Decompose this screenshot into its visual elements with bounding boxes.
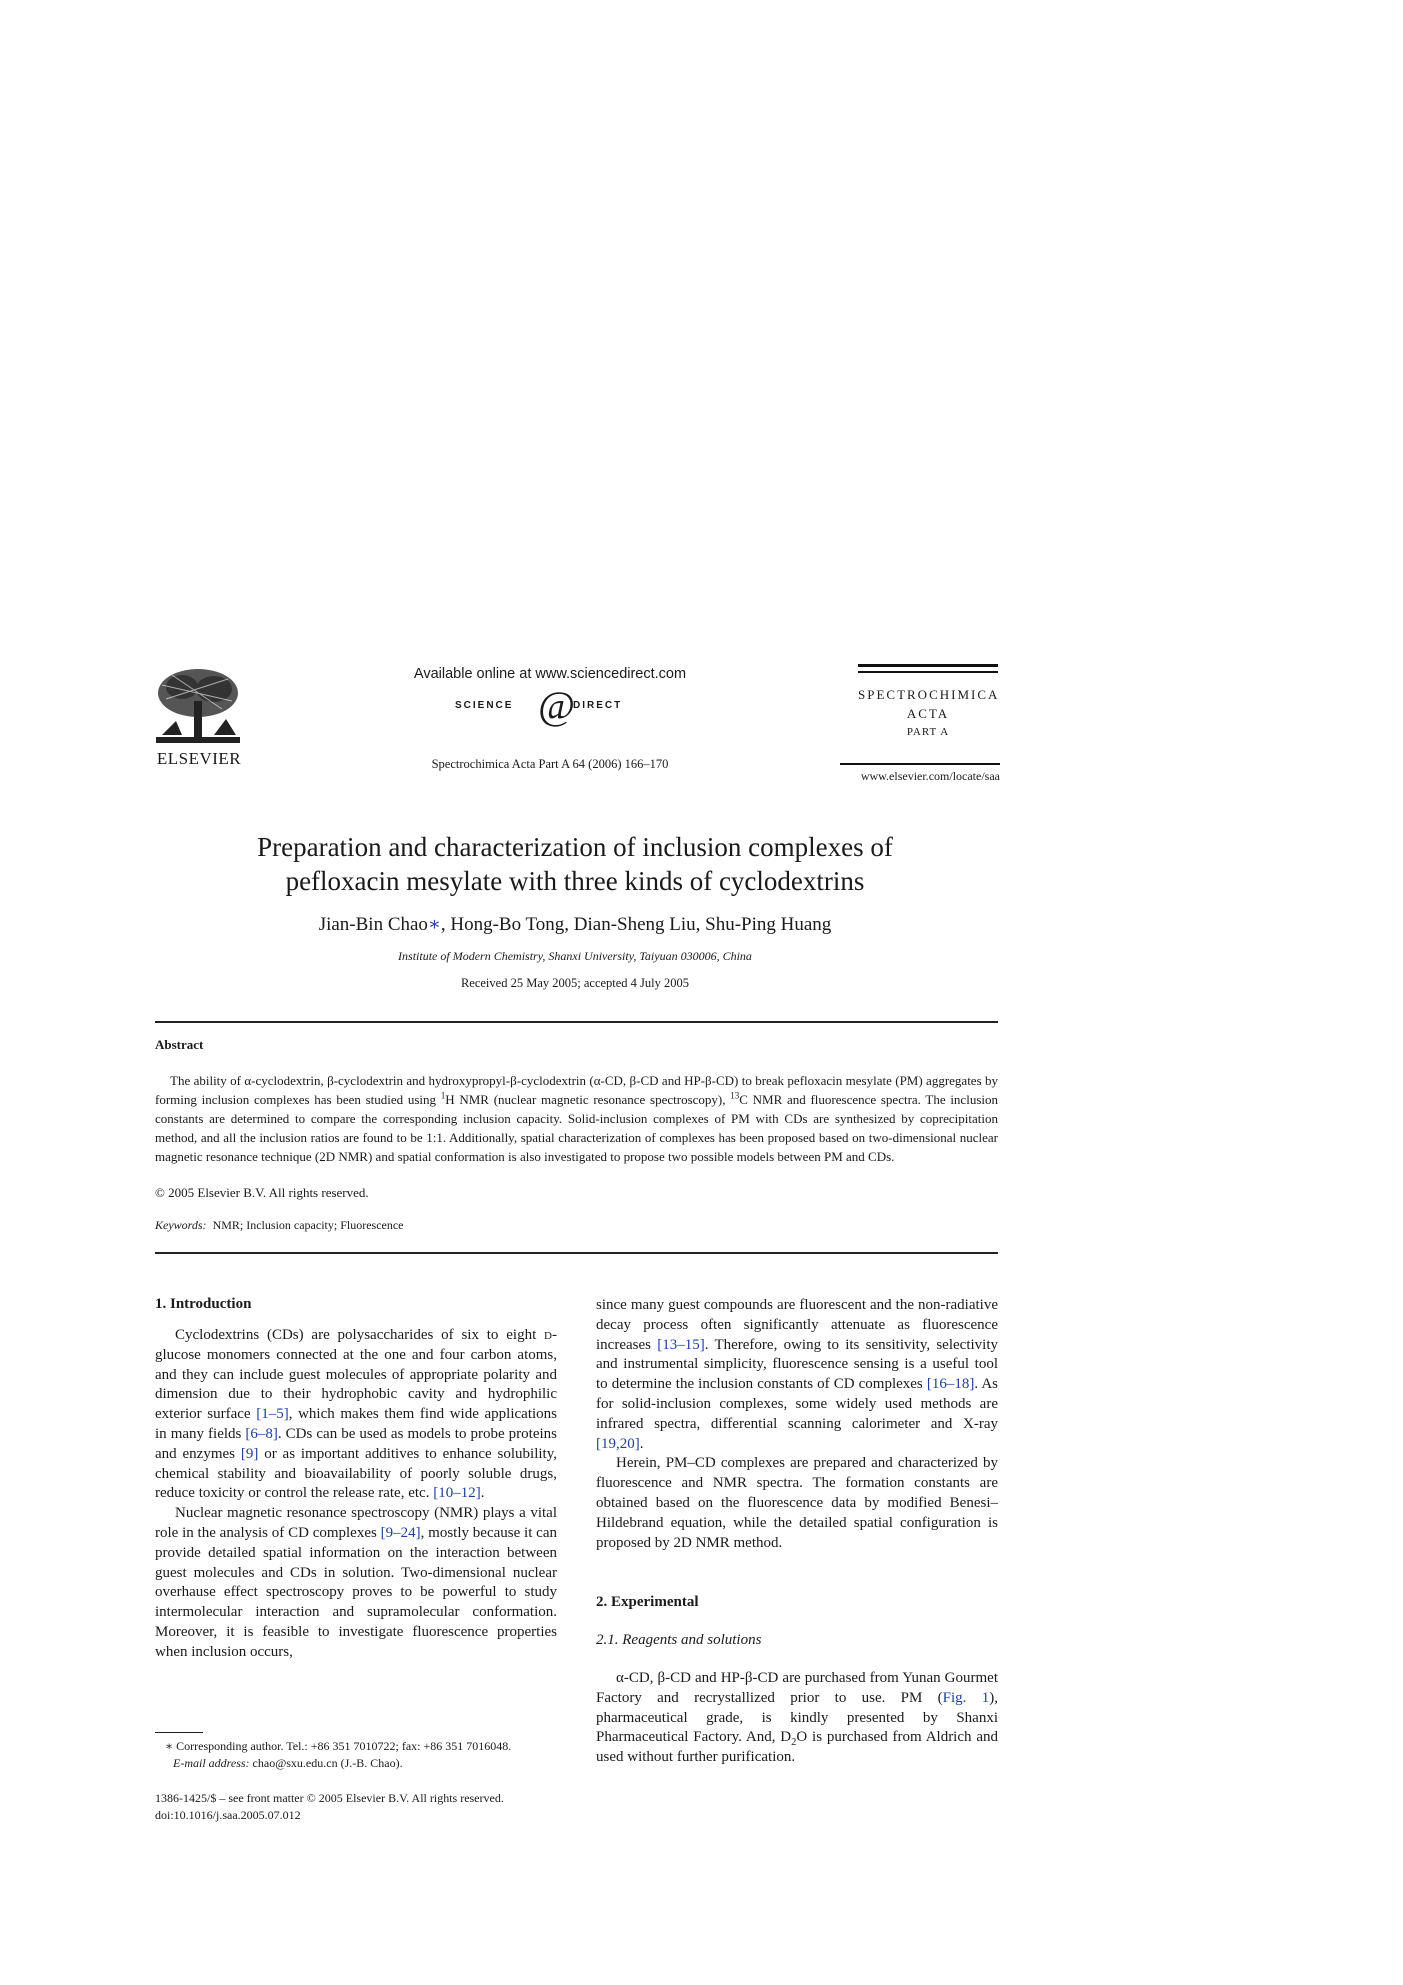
title-line-2: pefloxacin mesylate with three kinds of cyclodextrins [285, 866, 865, 896]
journal-logo-line2: ACTA [906, 705, 950, 721]
journal-logo-bar-thin [858, 671, 998, 673]
abstract-text-3: C NMR and fluorescence spectra. The inclusion constants are determined to compare the corresponding inclusion capacity. Solid-inclusion complexes of PM with CDs are synthesized by coprecipitation method, and all the inclusion ratios are found to be 1:1. Additionally, spatial characterization of complexes has been proposed based on two-dimensional nuclear magnetic resonance technique (2D NMR) and spatial conformation is also investigated to propose two possible models between PM and CDs. [155, 1092, 998, 1164]
citation-link[interactable]: [16–18] [926, 1376, 975, 1393]
sd-right-word: DIRECT [573, 700, 623, 711]
email-label: E-mail address: [173, 1756, 250, 1770]
abstract-text-1: The ability of α-cyclodextrin, β-cyclodextrin and hydroxypropyl-β-cyclodextrin (α-CD, β-CD and HP-β-CD) to break pefloxacin mesylate (PM) aggregates by forming inclusion complexes has been studied using [155, 1073, 998, 1107]
received-dates: Received 25 May 2005; accepted 4 July 2005 [460, 976, 690, 990]
author-1: Jian-Bin Chao [318, 914, 428, 935]
doi-line[interactable]: doi:10.1016/j.saa.2005.07.012 [155, 1808, 301, 1822]
citation-link[interactable]: [13–15] [657, 1336, 705, 1353]
title-line-1: Preparation and characterization of inclusion complexes of [257, 832, 893, 862]
footnote [155, 1738, 565, 1772]
available-online-text: Available online at www.sciencedirect.com [413, 666, 687, 682]
affiliation: Institute of Modern Chemistry, Shanxi University, Taiyuan 030006, China [398, 949, 752, 963]
journal-citation: Spectrochimica Acta Part A 64 (2006) 166–170 [431, 757, 669, 771]
journal-url-divider [840, 763, 1000, 765]
left-column [155, 1316, 557, 1663]
citation-link[interactable]: [9–24] [380, 1524, 421, 1541]
intro-paragraph-3: since many guest compounds are fluorescent and the non-radiative decay process often significantly attenuate as fluorescence increases [13–15]. Therefore, owing to its sensitivity, selectivity and instrumental simplicity, fluorescence sensing is a useful tool to determine the inclusion constants of CD complexes [16–18]. As for solid-inclusion complexes, some widely used methods are infrared spectra, differential scanning calorimeter and X-ray [19,20]. [596, 1297, 999, 1452]
right-column [596, 1296, 998, 1768]
issn-line: 1386-1425/$ – see front matter © 2005 Elsevier B.V. All rights reserved. [155, 1791, 504, 1805]
abstract-bottom-rule [155, 1252, 998, 1254]
keywords-label: Keywords: [155, 1218, 207, 1232]
intro-paragraph-2: Nuclear magnetic resonance spectroscopy (NMR) plays a vital role in the analysis of CD complexes [9–24], mostly because it can provide detailed spatial information on the interaction between guest molecules and CDs in solution. Two-dimensional nuclear overhause effect spectroscopy proves to be powerful to study intermolecular interaction and supramolecular conformation. Moreover, it is feasible to investigate fluorescence properties when inclusion occurs, [155, 1505, 557, 1660]
abstract-top-rule [155, 1021, 998, 1023]
author-list [150, 913, 1000, 936]
journal-url[interactable]: www.elsevier.com/locate/saa [860, 769, 1000, 783]
publisher-name: ELSEVIER [156, 749, 242, 768]
journal-logo [858, 664, 998, 738]
section-heading-introduction: 1. Introduction [155, 1296, 252, 1312]
citation-link[interactable]: [1–5] [256, 1406, 289, 1423]
intro-paragraph-1: Cyclodextrins (CDs) are polysaccharides of six to eight d-glucose monomers connected at the one and four carbon atoms, and they can include guest molecules of appropriate polarity and dimension due to their hydrophobic cavity and hydrophilic exterior surface [1–5], which makes them find wide applications in many fields [6–8]. CDs can be used as models to probe proteins and enzymes [9] or as important additives to enhance solubility, chemical stability and bioavailability of poorly soluble drugs, reduce toxicity or control the release rate, etc. [10–12]. [155, 1327, 558, 1502]
intro-paragraph-4: Herein, PM–CD complexes are prepared and characterized by fluorescence and NMR spectra. The formation constants are obtained based on the fluorescence data by modified Benesi–Hildebrand equation, while the detailed spatial configuration is proposed by 2D NMR method. [596, 1455, 998, 1551]
section-heading-experimental: 2. Experimental [596, 1594, 699, 1611]
subsection-heading-reagents: 2.1. Reagents and solutions [596, 1632, 762, 1649]
citation-link[interactable]: [9] [240, 1445, 259, 1462]
abstract-copyright: © 2005 Elsevier B.V. All rights reserved. [155, 1185, 369, 1200]
reagents-paragraph: α-CD, β-CD and HP-β-CD are purchased from Yunan Gourmet Factory and recrystallized prior to use. PM (Fig. 1), pharmaceutical grade, is kindly presented by Shanxi Pharmaceutical Factory. And, $D_2O$ is purchased from Aldrich and used without further purification. [596, 1669, 999, 1766]
keywords [155, 1218, 404, 1233]
citation-link[interactable]: [19,20] [596, 1435, 640, 1452]
sciencedirect-logo [455, 683, 645, 728]
journal-logo-part: PART A [906, 725, 950, 738]
issn-block [155, 1790, 575, 1824]
footnote-star: ∗ [165, 1739, 174, 1753]
at-sign-icon: @ [538, 683, 575, 728]
citation-link[interactable]: [6–8] [245, 1425, 278, 1442]
abstract-body [155, 1071, 998, 1166]
email-address[interactable]: chao@sxu.edu.cn (J.-B. Chao). [249, 1756, 403, 1770]
figure-link[interactable]: Fig. 1 [942, 1689, 990, 1706]
sd-left-word: SCIENCE [455, 700, 514, 711]
abstract-sup-2: 13 [730, 1090, 740, 1101]
footnote-contact: Corresponding author. Tel.: +86 351 7010722; fax: +86 351 7016048. [173, 1739, 512, 1753]
journal-logo-bar [858, 664, 998, 667]
journal-logo-line1: SPECTROCHIMICA [858, 686, 1000, 702]
keywords-list: NMR; Inclusion capacity; Fluorescence [212, 1218, 404, 1232]
article-title [150, 830, 1000, 898]
citation-link[interactable]: [10–12] [433, 1485, 481, 1502]
abstract-heading: Abstract [155, 1037, 204, 1052]
authors-rest: , Hong-Bo Tong, Dian-Sheng Liu, Shu-Ping Huang [440, 914, 832, 935]
abstract-text-2: H NMR (nuclear magnetic resonance spectroscopy), [445, 1092, 731, 1107]
corresponding-author-mark[interactable]: ∗ [427, 914, 441, 935]
footnote-rule [155, 1732, 203, 1733]
abstract-sup-1: 1 [440, 1090, 446, 1101]
